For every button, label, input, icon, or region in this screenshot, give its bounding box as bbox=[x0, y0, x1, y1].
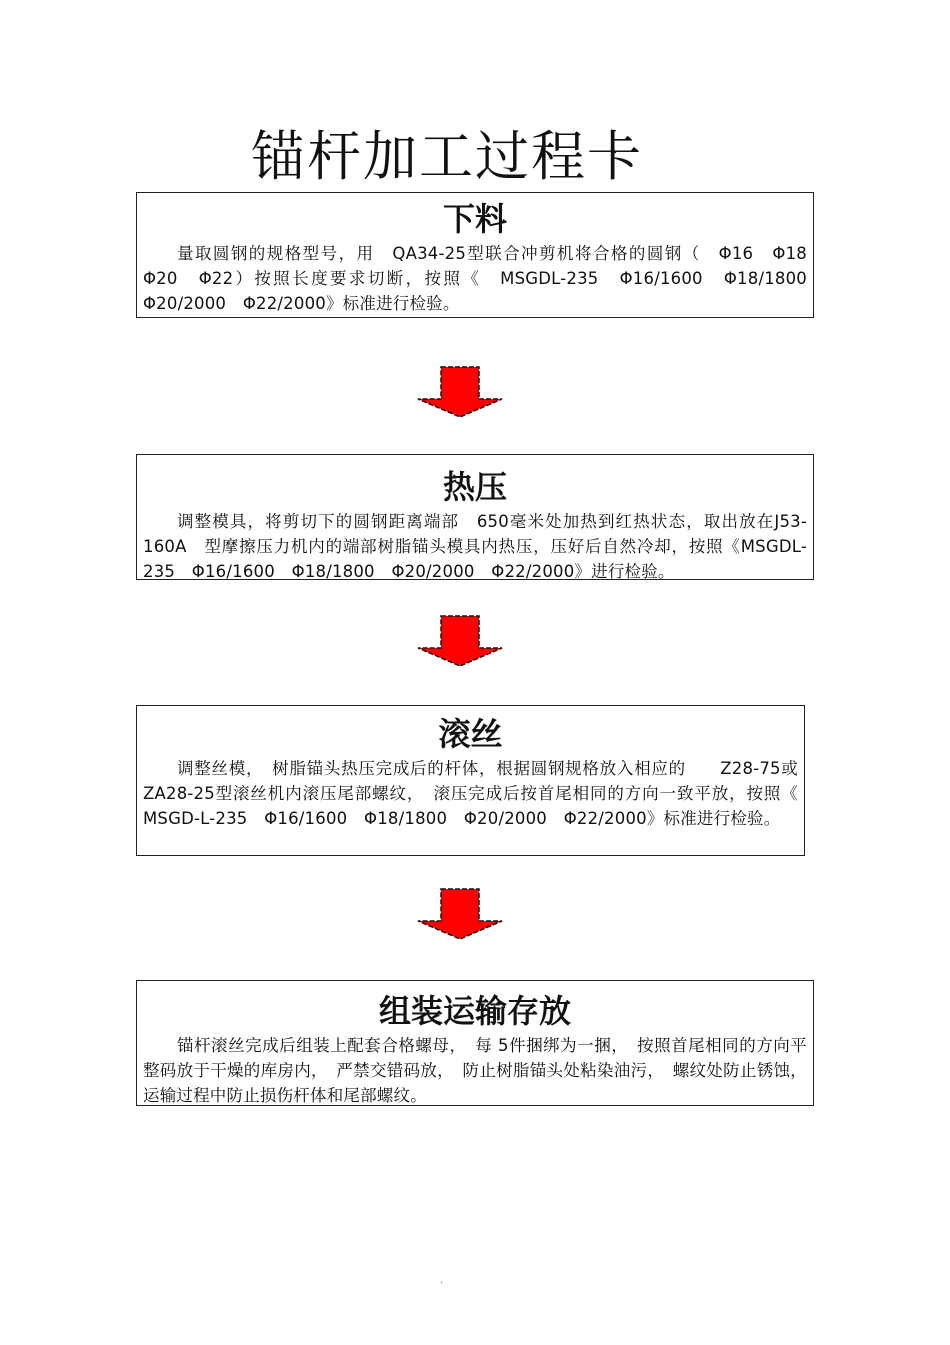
step-body-cutting: 量取圆钢的规格型号，用 QA34-25型联合冲剪机将合格的圆钢（ Φ16 Φ18 Φ20 Φ22）按照长度要求切断，按照《 MSGDL-235 Φ16/1600 Φ18/1800 Φ20/2000 Φ22/2000》标准进行检验。 bbox=[143, 244, 824, 313]
step-box-hot-pressing bbox=[136, 454, 814, 580]
down-arrow-icon bbox=[415, 888, 505, 940]
step-box-thread-rolling bbox=[136, 705, 805, 856]
down-arrow-icon bbox=[415, 366, 505, 418]
down-arrow-icon bbox=[415, 615, 505, 667]
step-box-cutting bbox=[136, 192, 824, 318]
step-heading-thread-rolling: 滚丝 bbox=[438, 715, 503, 753]
step-heading-assembly-storage: 组装运输存放 bbox=[378, 992, 571, 1030]
page-title: 锚杆加工过程卡 bbox=[251, 125, 643, 188]
step-heading-hot-pressing: 热压 bbox=[442, 468, 507, 506]
page-footer-mark: . bbox=[440, 1275, 444, 1286]
step-body-hot-pressing: 调整模具，将剪切下的圆钢距离端部 650毫米处加热到红热状态，取出放在J53-160A 型摩擦压力机内的端部树脂锚头模具内热压，压好后自然冷却，按照《MSGDL-235 Φ16/1600 Φ18/1800 Φ20/2000 Φ22/2000》进行检验。 bbox=[143, 512, 807, 581]
step-body-thread-rolling: 调整丝模， 树脂锚头热压完成后的杆体，根据圆钢规格放入相应的 Z28-75或 ZA28-25型滚丝机内滚压尾部螺纹， 滚压完成后按首尾相同的方向一致平放，按照《 MSGD-L-235 Φ16/1600 Φ18/1800 Φ20/2000 Φ22/2000》标准进行检验。 bbox=[143, 759, 798, 828]
step-body-assembly-storage: 锚杆滚丝完成后组装上配套合格螺母， 每 5件捆绑为一捆， 按照首尾相同的方向平整码放于干燥的库房内， 严禁交错码放， 防止树脂锚头处粘染油污， 螺纹处防止锈蚀，运输过程中防止损伤杆体和尾部螺纹。 bbox=[143, 1036, 807, 1105]
step-heading-cutting: 下料 bbox=[442, 200, 507, 238]
step-box-assembly-storage bbox=[136, 980, 814, 1106]
